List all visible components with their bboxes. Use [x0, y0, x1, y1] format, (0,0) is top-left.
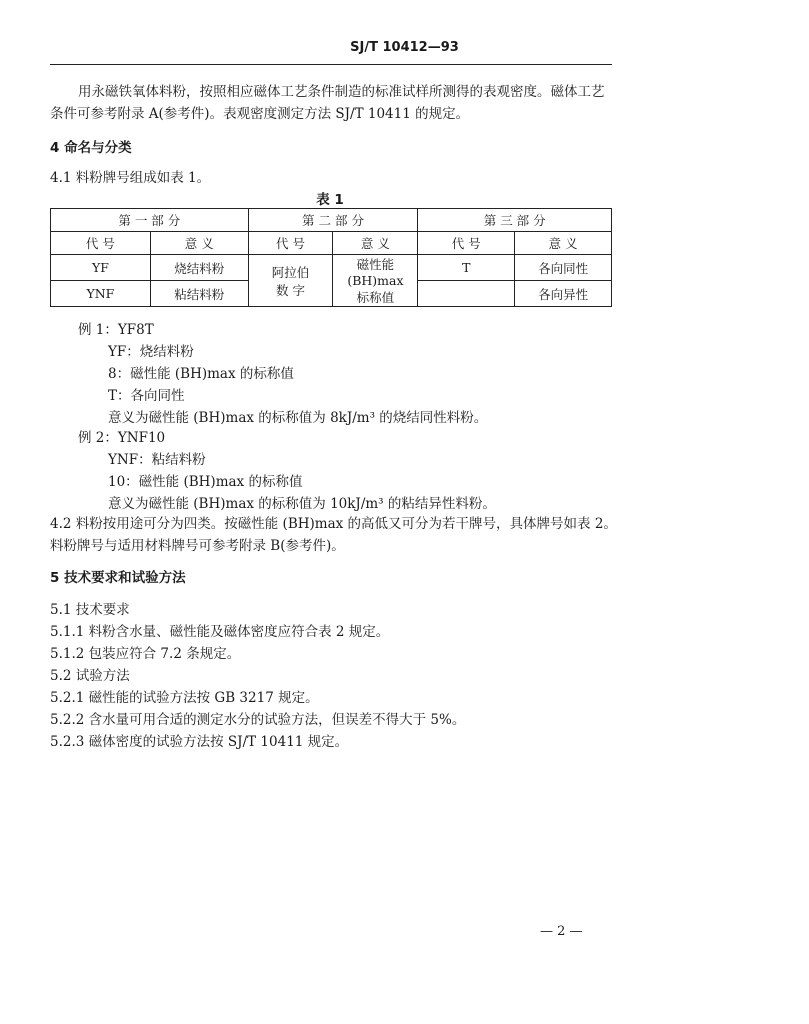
part2-meaning-line-1: 磁性能 (BH)max [347, 257, 404, 288]
clause-5-1-2: 5.1.2 包装应符合 7.2 条规定。 [50, 646, 241, 662]
example-2-line-1: YNF：粘结料粉 [108, 452, 206, 468]
table-1 [50, 208, 612, 307]
table-cell-code: YNF [51, 281, 151, 307]
table-cell-code: YF [51, 255, 151, 281]
clause-5-2-3: 5.2.3 磁体密度的试验方法按 SJ/T 10411 规定。 [50, 734, 349, 750]
table-header-meaning: 意 义 [150, 232, 248, 255]
clause-5-2: 5.2 试验方法 [50, 668, 130, 684]
table-cell-meaning: 各向同性 [515, 255, 612, 281]
table-cell-meaning: 粘结料粉 [150, 281, 248, 307]
section-4-title: 4 命名与分类 [50, 140, 132, 156]
example-1-line-4: 意义为磁性能 (BH)max 的标称值为 8kJ/m³ 的烧结同性料粉。 [108, 410, 488, 426]
table-header-part-3: 第 三 部 分 [418, 209, 612, 232]
table-header-code: 代 号 [248, 232, 333, 255]
table-cell-meaning: 烧结料粉 [150, 255, 248, 281]
example-2-line-2: 10：磁性能 (BH)max 的标称值 [108, 474, 303, 490]
table-cell-code: T [418, 255, 515, 281]
example-1-heading: 例 1：YF8T [78, 322, 154, 338]
table-cell-part2-meaning [333, 255, 418, 307]
example-1-line-1: YF：烧结料粉 [108, 344, 194, 360]
intro-line-1: 用永磁铁氧体料粉，按照相应磁体工艺条件制造的标准试样所测得的表观密度。磁体工艺 [78, 84, 605, 100]
table-header-part-2: 第 二 部 分 [248, 209, 418, 232]
table-cell-meaning: 各向异性 [515, 281, 612, 307]
table-group-header-row [51, 209, 612, 232]
page-number: — 2 — [540, 924, 583, 939]
table-header-meaning: 意 义 [333, 232, 418, 255]
section-4-2-line-2: 料粉牌号与适用材料牌号可参考附录 B(参考件)。 [50, 538, 345, 554]
part2-meaning-line-2: 标称值 [356, 290, 395, 305]
table-header-code: 代 号 [418, 232, 515, 255]
intro-line-2: 条件可参考附录 A(参考件)。表观密度测定方法 SJ/T 10411 的规定。 [50, 106, 470, 122]
example-2-line-3: 意义为磁性能 (BH)max 的标称值为 10kJ/m³ 的粘结异性料粉。 [108, 496, 496, 512]
header-rule [50, 64, 612, 65]
table-row [51, 255, 612, 281]
section-5-title: 5 技术要求和试验方法 [50, 570, 186, 586]
table-header-meaning: 意 义 [515, 232, 612, 255]
clause-5-1: 5.1 技术要求 [50, 602, 130, 618]
example-1-line-2: 8：磁性能 (BH)max 的标称值 [108, 366, 294, 382]
clause-5-2-2: 5.2.2 含水量可用合适的测定水分的试验方法，但误差不得大于 5%。 [50, 712, 466, 728]
section-4-1-text: 4.1 料粉牌号组成如表 1。 [50, 170, 211, 186]
clause-5-1-1: 5.1.1 料粉含水量、磁性能及磁体密度应符合表 2 规定。 [50, 624, 390, 640]
document-code-header: SJ/T 10412—93 [350, 40, 459, 55]
table-1-caption: 表 1 [316, 192, 344, 208]
part2-code-line-1: 阿拉伯 [271, 264, 310, 280]
table-header-part-1: 第 一 部 分 [51, 209, 249, 232]
part2-code-line-2: 数 字 [276, 282, 306, 298]
table-header-code: 代 号 [51, 232, 151, 255]
example-2-heading: 例 2：YNF10 [78, 430, 166, 446]
table-cell-code [418, 281, 515, 307]
section-4-2-line-1: 4.2 料粉按用途可分为四类。按磁性能 (BH)max 的高低又可分为若干牌号，具体牌号如表 2。 [50, 516, 617, 532]
table-cell-part2-code [248, 255, 333, 307]
example-1-line-3: T：各向同性 [108, 388, 185, 404]
clause-5-2-1: 5.2.1 磁性能的试验方法按 GB 3217 规定。 [50, 690, 319, 706]
table-column-header-row [51, 232, 612, 255]
